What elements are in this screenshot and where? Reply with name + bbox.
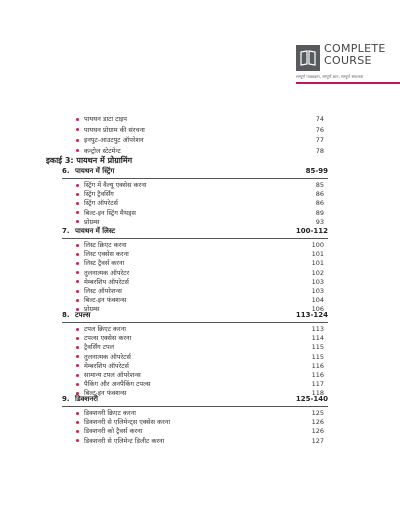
chapter-number: 6. xyxy=(62,167,70,175)
toc-item-title: इनपुट-आउटपुट ऑपरेशन xyxy=(84,136,144,144)
bullet-icon xyxy=(76,149,79,152)
toc-item-page: 101 xyxy=(311,250,324,259)
bullet-icon xyxy=(76,430,79,433)
toc-item-page: 115 xyxy=(311,352,324,361)
toc-item-page: 106 xyxy=(311,305,324,314)
chapter-heading xyxy=(62,394,328,405)
bullet-icon xyxy=(76,184,79,187)
chapter-heading xyxy=(62,166,328,177)
chapter-divider xyxy=(62,406,328,407)
chapter-title: टपल्स xyxy=(75,311,91,319)
bullet-icon xyxy=(76,262,79,265)
toc-item-page: 89 xyxy=(315,208,324,217)
chapter-page-range: 113-124 xyxy=(295,311,328,319)
toc-item xyxy=(76,125,328,135)
bullet-icon xyxy=(76,253,79,256)
toc-item-title: ट्रैवर्सिंग टपल xyxy=(84,343,115,352)
toc-item-title: टपल क्रिएट करना xyxy=(84,325,126,333)
chapter-divider xyxy=(62,178,328,179)
toc-item-page: 86 xyxy=(315,190,324,199)
toc-item-page: 116 xyxy=(311,361,324,370)
bullet-icon xyxy=(76,211,79,214)
toc-item-title: स्ट्रिंग ट्रैवर्सिंग xyxy=(84,190,114,199)
toc-item-page: 113 xyxy=(311,325,324,333)
bullet-icon xyxy=(76,271,79,274)
toc-item-page: 93 xyxy=(315,217,324,226)
toc-item-page: 118 xyxy=(311,389,324,398)
bullet-icon xyxy=(76,337,79,340)
toc-item xyxy=(76,146,328,156)
toc-item-page: 116 xyxy=(311,371,324,379)
bullet-icon xyxy=(76,118,79,121)
chapter-number: 7. xyxy=(62,227,70,235)
bullet-icon xyxy=(76,421,79,424)
toc-item-page: 115 xyxy=(311,343,324,352)
toc-item-page: 126 xyxy=(311,427,324,436)
toc-item-page: 127 xyxy=(311,436,324,445)
toc-item-page: 126 xyxy=(311,418,324,427)
toc-item-title: पायथन प्रोग्राम की संरचना xyxy=(84,125,145,134)
bullet-icon xyxy=(76,383,79,386)
bullet-icon xyxy=(76,299,79,302)
bullet-icon xyxy=(76,193,79,196)
toc-item-title: स्ट्रिंग ऑपरेटर्स xyxy=(84,199,118,208)
toc-item-page: 74 xyxy=(315,115,324,123)
toc-item-title: मेम्बरशिप ऑपरेटर्स xyxy=(84,277,129,286)
chapter-page-range: 85-99 xyxy=(305,167,328,175)
bullet-icon xyxy=(76,244,79,247)
chapter-title: डिक्शनरी xyxy=(75,395,98,403)
toc-item-title: पायथन डाटा टाइप xyxy=(84,115,128,123)
toc-item-title: डिक्शनरी से एलिमेन्ट्स एक्सेस करना xyxy=(84,418,171,427)
bullet-icon xyxy=(76,346,79,349)
toc-item-title: कन्ट्रोल स्टेटमेन्ट xyxy=(84,146,121,155)
toc-item-page: 103 xyxy=(311,277,324,286)
bullet-icon xyxy=(76,280,79,283)
bullet-icon xyxy=(76,328,79,331)
toc-item-page: 78 xyxy=(315,146,324,155)
toc-item-title: लिस्ट एक्सेस करना xyxy=(84,250,129,259)
toc-item-title: मेम्बरशिप ऑपरेटर्स xyxy=(84,361,129,370)
chapter-heading xyxy=(62,226,328,237)
toc-item-page: 76 xyxy=(315,125,324,134)
toc-item-page: 103 xyxy=(311,287,324,295)
unit-heading: इकाई 3: पायथन में प्रोग्रामिंग xyxy=(46,156,133,165)
toc-item-page: 101 xyxy=(311,259,324,268)
bullet-icon xyxy=(76,412,79,415)
bullet-icon xyxy=(76,364,79,367)
toc-item-title: प्रोग्रम्स xyxy=(84,305,100,314)
brand-tagline: सम्पूर्ण पाठ्यक्रम, सम्पूर्ण ज्ञान, सम्पूर्ण सफलता xyxy=(296,74,364,79)
toc-item-page: 125 xyxy=(311,409,324,417)
toc-item-title: लिस्ट ट्रैवर्स करना xyxy=(84,259,125,268)
toc-item xyxy=(76,436,328,446)
toc-item-title: लिस्ट ऑपरेशन्स xyxy=(84,287,122,295)
bullet-icon xyxy=(76,220,79,223)
toc-item-title: प्रोग्रम्स xyxy=(84,217,100,226)
bullet-icon xyxy=(76,202,79,205)
toc-item-page: 86 xyxy=(315,199,324,208)
toc-item xyxy=(76,135,328,145)
toc-item-title: बिल्ट-इन फंक्शन्स xyxy=(84,296,127,305)
bullet-icon xyxy=(76,355,79,358)
bullet-icon xyxy=(76,374,79,377)
toc-item-title: तुलनात्मक ऑपरेटर xyxy=(84,268,130,277)
toc-item-page: 102 xyxy=(311,268,324,277)
chapter-page-range: 100-112 xyxy=(295,227,328,235)
chapter-divider xyxy=(62,238,328,239)
toc-item-title: डिक्शनरी को ट्रैवर्स करना xyxy=(84,427,143,436)
toc-item-title: लिस्ट क्रिएट करना xyxy=(84,241,127,249)
toc-item-title: डिक्शनरी से एलिमेन्ट डिलीट करना xyxy=(84,436,165,445)
bullet-icon xyxy=(76,290,79,293)
chapter-title: पायथन में लिस्ट xyxy=(75,227,116,235)
chapter-title: पायथन में स्ट्रिंग xyxy=(75,167,115,175)
brand-line2: COURSE xyxy=(324,54,372,67)
chapter-heading xyxy=(62,310,328,321)
toc-item-title: तुलनात्मक ऑपरेटर्स xyxy=(84,352,131,361)
bullet-icon xyxy=(76,439,79,442)
toc-item xyxy=(76,114,328,124)
chapter-divider xyxy=(62,322,328,323)
bullet-icon xyxy=(76,139,79,142)
toc-item-title: स्ट्रिंग में वैल्यू एक्सेस करना xyxy=(84,181,147,189)
toc-item-page: 117 xyxy=(311,380,324,389)
chapter-number: 8. xyxy=(62,311,70,319)
toc-item-page: 100 xyxy=(311,241,324,249)
toc-item-page: 114 xyxy=(311,334,324,343)
toc-item-page: 104 xyxy=(311,296,324,305)
toc-item-title: डिक्शनरी क्रिएट करना xyxy=(84,409,136,417)
toc-item-page: 77 xyxy=(315,136,324,144)
toc-item-title: बिल्ट-इन फंक्शन्स xyxy=(84,389,127,398)
toc-item-page: 85 xyxy=(315,181,324,189)
toc-item-title: सामान्य टपल ऑपरेशन्स xyxy=(84,371,141,379)
toc-item-title: पैकिंग और अनपैकिंग टपल्स xyxy=(84,380,151,389)
chapter-number: 9. xyxy=(62,395,70,403)
toc-item-title: टपल्स एक्सेस करना xyxy=(84,334,132,343)
chapter-page-range: 125-140 xyxy=(295,395,328,403)
bullet-icon xyxy=(76,128,79,131)
brand-line1: COMPLETE xyxy=(324,42,386,55)
toc-item-title: बिल्ट-इन स्ट्रिंग मैथड्स xyxy=(84,208,136,217)
